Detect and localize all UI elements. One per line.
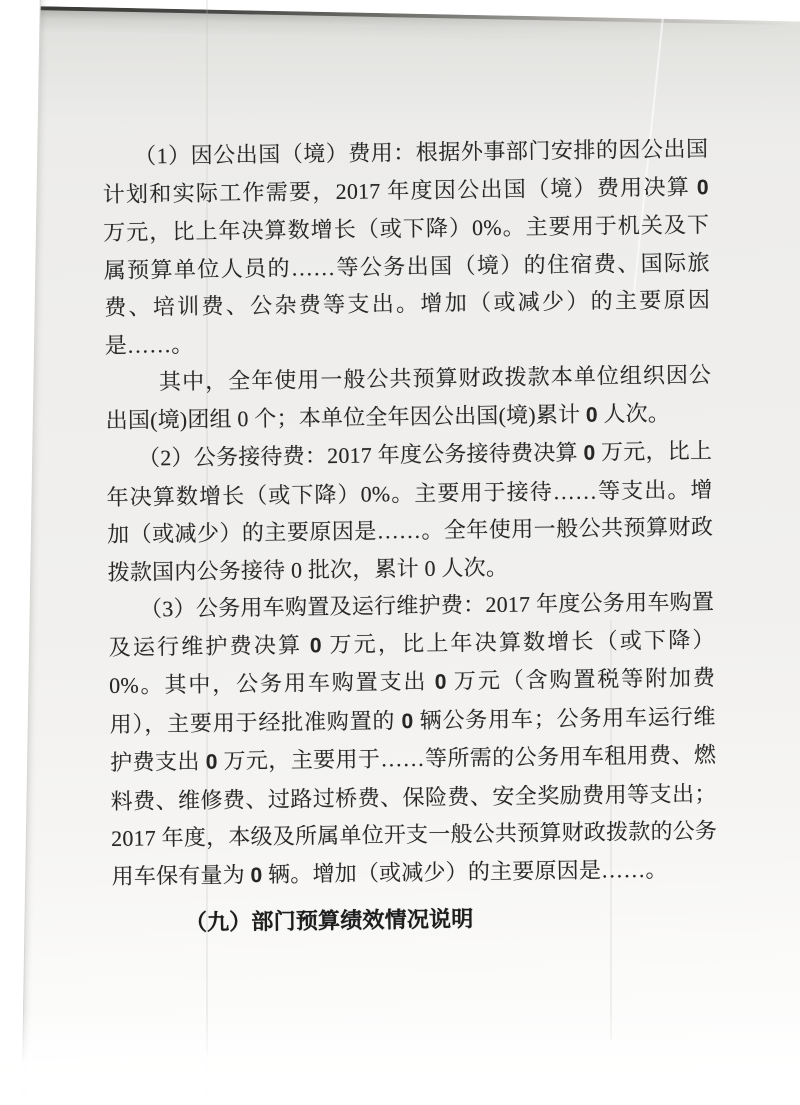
value-zero: 0: [434, 670, 447, 694]
text-run: 万元，比上年决算数增长（或下降）0%。主要用于接待……等支出。增加（或减少）的主要原因是……。全年使用一般公共预算财政拨款国内公务接待 0 批次，累计 0 人次。: [106, 438, 714, 585]
para-1-trips-abroad: [102, 130, 711, 364]
para-2-trips-abroad-detail: [105, 356, 712, 440]
text-run: （3）公务用车购置及运行维护费：2017 年度公务用车购置及运行维护费决算: [108, 589, 715, 660]
text-run: （九）部门预算绩效情况说明: [184, 906, 474, 935]
text-run: 其中，全年使用一般公共预算财政拨款本单位组织因公出国(境)团组 0 个；本单位全年因公出国(境)累计: [105, 362, 712, 433]
document-text: [102, 130, 718, 942]
text-run: 人次。: [597, 400, 671, 427]
text-run: 辆公务用车；公务用车运行维护费支出: [110, 703, 716, 775]
scan-bottom-fade: [0, 1010, 800, 1105]
para-3-official-reception: [106, 432, 714, 591]
value-zero: 0: [585, 403, 598, 427]
value-zero: 0: [401, 709, 414, 733]
value-zero: 0: [205, 750, 218, 774]
value-zero: 0: [250, 863, 263, 887]
heading-9-budget-performance: [112, 897, 718, 942]
value-zero: 0: [696, 175, 709, 199]
text-run: 万元，比上年决算数增长（或下降）0%。其中，公务用车购置支出: [109, 626, 715, 698]
text-run: （1）因公出国（境）费用：根据外事部门安排的因公出国计划和实际工作需要，2017 年度因公出国（境）费用决算: [102, 136, 709, 207]
text-run: 辆。增加（或减少）的主要原因是……。: [262, 856, 668, 887]
text-run: （2）公务接待费：2017 年度公务接待费决算: [137, 439, 584, 471]
value-zero: 0: [583, 441, 596, 465]
text-run: 万元（含购置税等附加费用），主要用于经批准购置的: [109, 665, 716, 737]
text-run: 万元，比上年决算数增长（或下降）0%。主要用于机关及下属预算单位人员的……等公务出国（境）的住宿费、国际旅费、培训费、公杂费等支出。增加（或减少）的主要原因是……。: [103, 212, 711, 358]
text-run: 万元，主要用于……等所需的公务用车租用费、燃料费、维修费、过路过桥费、保险费、安全奖励费用等支出；2017 年度，本级及所属单位开支一般公共预算财政拨款的公务用车保有量为: [110, 742, 718, 889]
para-4-official-vehicles: [108, 583, 718, 896]
value-zero: 0: [309, 633, 322, 657]
